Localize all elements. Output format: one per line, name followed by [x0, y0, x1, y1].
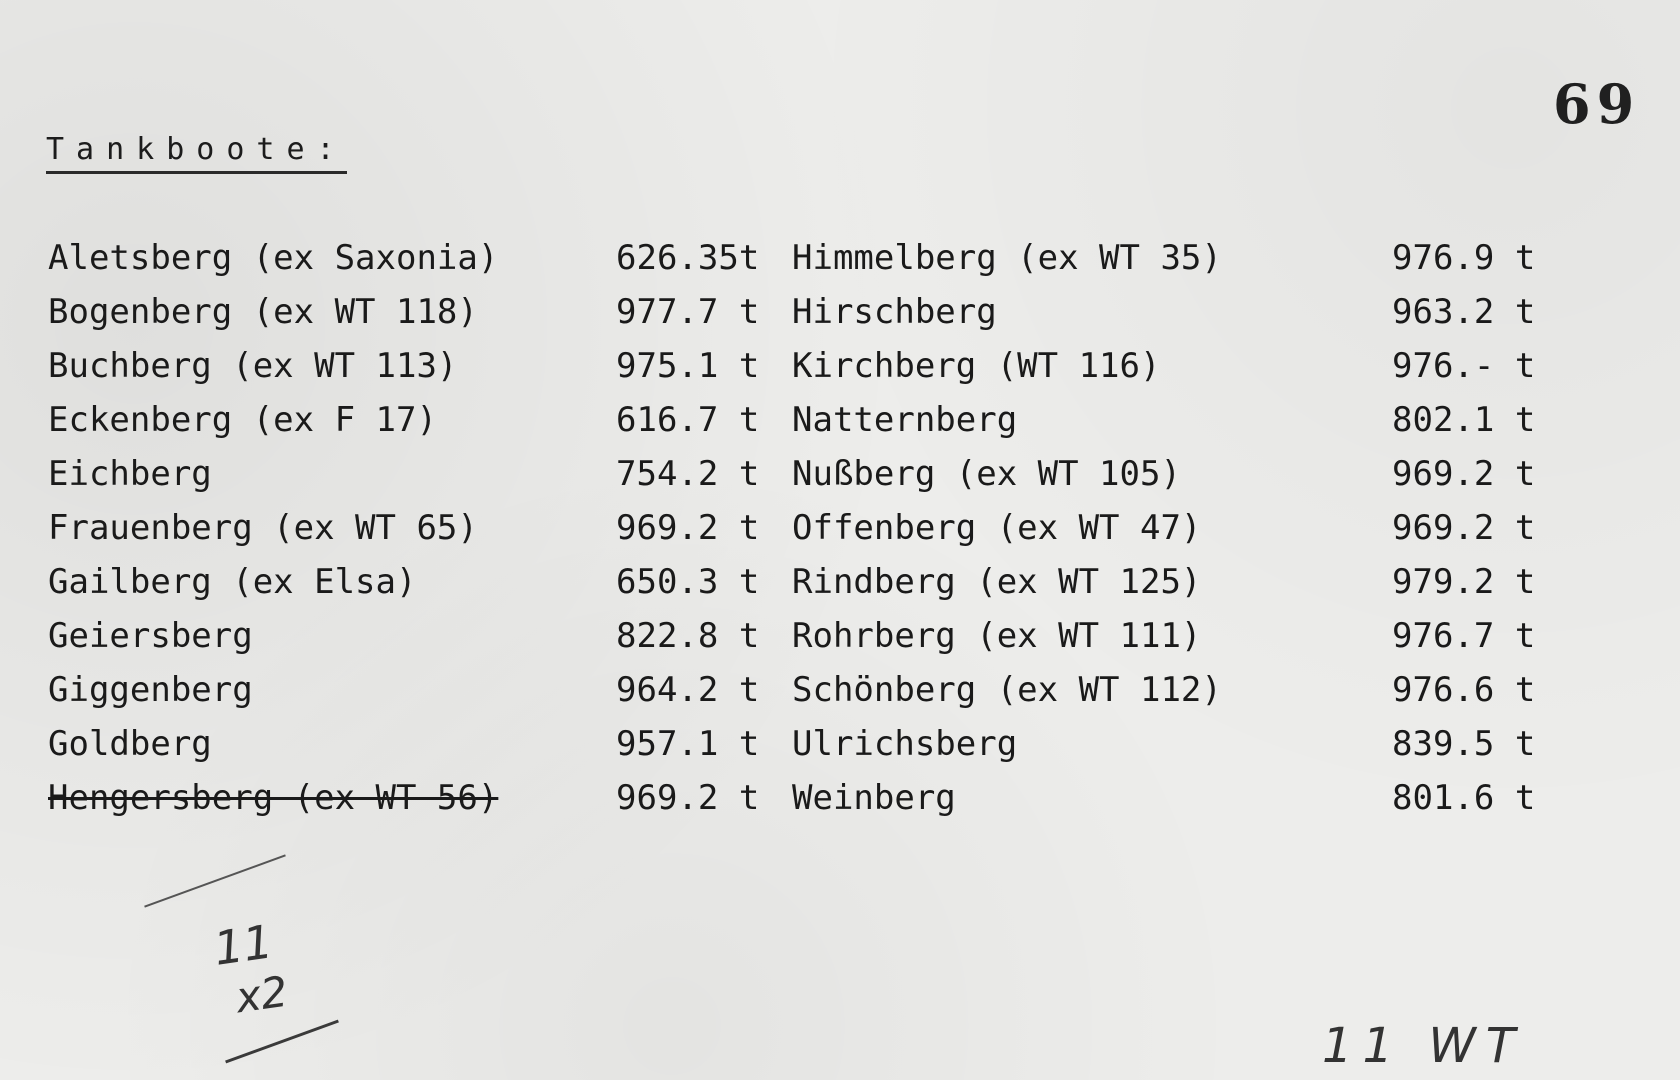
vessel-name: Gailberg (ex Elsa) [48, 562, 417, 602]
vessel-tonnage: 975.1 t [616, 346, 760, 386]
table-row [0, 502, 1680, 554]
vessel-name: Kirchberg (WT 116) [792, 346, 1161, 386]
vessel-name: Eichberg [48, 454, 212, 494]
vessel-name: Ulrichsberg [792, 724, 1018, 764]
vessel-tonnage: 964.2 t [616, 670, 760, 710]
vessel-tonnage: 969.2 t [616, 508, 760, 548]
vessel-tonnage: 977.7 t [616, 292, 760, 332]
vessel-name: Geiersberg [48, 616, 253, 656]
vessel-tonnage: 754.2 t [616, 454, 760, 494]
table-row [0, 394, 1680, 446]
handwritten-note: 11 WT [1322, 1018, 1526, 1074]
vessel-tonnage: 802.1 t [1392, 400, 1536, 440]
vessel-tonnage: 801.6 t [1392, 778, 1536, 818]
vessel-tonnage: 822.8 t [616, 616, 760, 656]
handwritten-underline [225, 1020, 339, 1064]
vessel-name: Bogenberg (ex WT 118) [48, 292, 478, 332]
vessel-name: Giggenberg [48, 670, 253, 710]
vessel-tonnage: 979.2 t [1392, 562, 1536, 602]
vessel-tonnage: 976.7 t [1392, 616, 1536, 656]
vessel-name: Rindberg (ex WT 125) [792, 562, 1202, 602]
vessel-tonnage: 839.5 t [1392, 724, 1536, 764]
section-heading: Tankboote: [46, 132, 347, 174]
vessel-name: Eckenberg (ex F 17) [48, 400, 437, 440]
vessel-name: Offenberg (ex WT 47) [792, 508, 1202, 548]
table-row [0, 340, 1680, 392]
vessel-name: Himmelberg (ex WT 35) [792, 238, 1222, 278]
vessel-tonnage: 976.- t [1392, 346, 1536, 386]
table-row [0, 286, 1680, 338]
vessel-tonnage: 969.2 t [1392, 508, 1536, 548]
vessel-tonnage: 650.3 t [616, 562, 760, 602]
vessel-name: Nußberg (ex WT 105) [792, 454, 1181, 494]
vessel-name-struck-through: Hengersberg (ex WT 56) [48, 778, 499, 818]
pencil-stroke [144, 854, 286, 907]
vessel-tonnage: 616.7 t [616, 400, 760, 440]
table-row [0, 448, 1680, 500]
vessel-name: Rohrberg (ex WT 111) [792, 616, 1202, 656]
vessel-name: Weinberg [792, 778, 956, 818]
handwritten-note: 11 [210, 914, 277, 976]
vessel-name: Frauenberg (ex WT 65) [48, 508, 478, 548]
page-number: 69 [1553, 72, 1641, 136]
vessel-tonnage: 626.35t [616, 238, 760, 278]
vessel-name: Natternberg [792, 400, 1018, 440]
vessel-tonnage: 963.2 t [1392, 292, 1536, 332]
table-row [0, 232, 1680, 284]
table-row [0, 664, 1680, 716]
vessel-tonnage: 969.2 t [616, 778, 760, 818]
table-row [0, 610, 1680, 662]
vessel-tonnage: 969.2 t [1392, 454, 1536, 494]
vessel-name: Hirschberg [792, 292, 997, 332]
vessel-name: Goldberg [48, 724, 212, 764]
table-row [0, 772, 1680, 824]
vessel-name: Buchberg (ex WT 113) [48, 346, 458, 386]
table-row [0, 556, 1680, 608]
vessel-name: Schönberg (ex WT 112) [792, 670, 1222, 710]
handwritten-note: x2 [232, 966, 291, 1023]
vessel-tonnage: 976.6 t [1392, 670, 1536, 710]
vessel-tonnage: 957.1 t [616, 724, 760, 764]
vessel-name: Aletsberg (ex Saxonia) [48, 238, 499, 278]
table-row [0, 718, 1680, 770]
vessel-tonnage: 976.9 t [1392, 238, 1536, 278]
